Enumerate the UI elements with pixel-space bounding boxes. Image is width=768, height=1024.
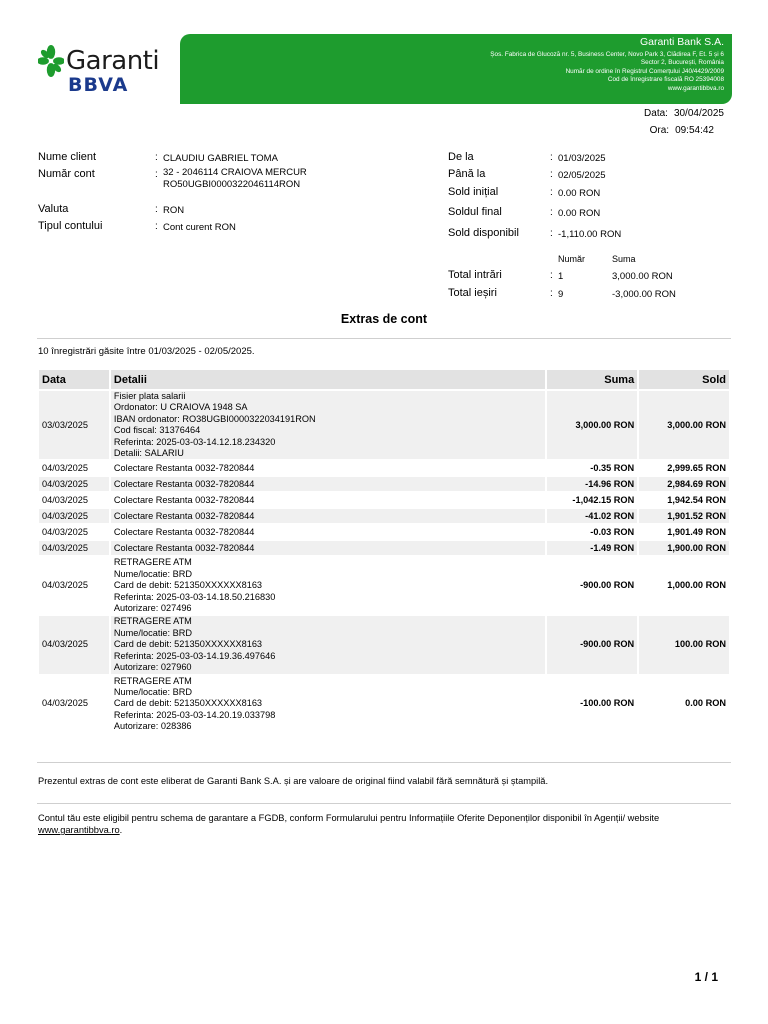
- bank-address-line1: Șos. Fabrica de Glucoză nr. 5, Business Center, Novo Park 3, Clădirea F, Et. 5 și 6: [490, 51, 724, 58]
- statement-title: Extras de cont: [340, 312, 428, 326]
- cell-amount: -100.00 RON: [547, 676, 637, 733]
- colon: :: [155, 152, 158, 163]
- bank-header-banner: [180, 34, 732, 104]
- time-value: 09:54:42: [675, 125, 714, 136]
- detail-line: Nume/locatie: BRD: [113, 568, 193, 579]
- bank-address-line2: Sector 2, București, România: [640, 59, 724, 67]
- cell-balance: 1,000.00 RON: [639, 557, 729, 614]
- detail-line: Autorizare: 027496: [113, 603, 192, 614]
- table-row: [39, 509, 729, 523]
- cell-balance: 1,900.00 RON: [639, 541, 729, 555]
- detail-line: Referinta: 2025-03-03-14.18.50.216830: [113, 591, 276, 602]
- cell-amount: 3,000.00 RON: [547, 391, 637, 459]
- column-header-balance: Sold: [639, 370, 729, 389]
- cell-date: 04/03/2025: [39, 557, 109, 614]
- cell-date: 04/03/2025: [39, 525, 109, 539]
- colon: :: [550, 187, 553, 198]
- detail-line: Colectare Restanta 0032-7820844: [113, 494, 255, 505]
- account-number-line1: 32 - 2046114 CRAIOVA MERCUR: [163, 167, 307, 178]
- client-name-value: CLAUDIU GABRIEL TOMA: [163, 153, 278, 164]
- detail-line: Ordonator: U CRAIOVA 1948 SA: [113, 402, 248, 413]
- total-in-sum: 3,000.00 RON: [612, 271, 673, 282]
- initial-balance-value: 0.00 RON: [558, 188, 601, 199]
- statement-datetime: [644, 105, 724, 139]
- detail-line: RETRAGERE ATM: [113, 675, 192, 686]
- cell-details: [111, 616, 546, 673]
- available-balance-value: -1,110.00 RON: [558, 229, 622, 240]
- table-row: [39, 477, 729, 491]
- fgdb-note-end: .: [119, 825, 123, 835]
- detail-line: Colectare Restanta 0032-7820844: [113, 526, 255, 537]
- cell-details: [111, 557, 546, 614]
- total-in-label: Total intrări: [448, 269, 502, 281]
- cell-date: 04/03/2025: [39, 541, 109, 555]
- colon: :: [550, 270, 553, 281]
- detail-line: Referinta: 2025-03-03-14.20.19.033798: [113, 709, 276, 720]
- page-number: 1 / 1: [694, 970, 718, 984]
- transactions-body: [39, 391, 729, 733]
- detail-line: RETRAGERE ATM: [113, 616, 192, 627]
- cell-date: 04/03/2025: [39, 461, 109, 475]
- currency-value: RON: [163, 205, 185, 216]
- total-out-label: Total ieșiri: [448, 287, 497, 299]
- logo-brand-text: Garanti: [66, 46, 160, 76]
- colon: :: [155, 204, 158, 215]
- account-iban: RO50UGBI0000322046114RON: [163, 179, 301, 190]
- table-row: [39, 493, 729, 507]
- cell-amount: -1.49 RON: [547, 541, 637, 555]
- total-in-count: 1: [558, 271, 564, 282]
- cell-balance: 2,984.69 RON: [639, 477, 729, 491]
- time-label: Ora:: [649, 125, 670, 136]
- cell-balance: 0.00 RON: [639, 676, 729, 733]
- cell-details: [111, 676, 546, 733]
- date-row: [644, 105, 724, 122]
- to-value: 02/05/2025: [558, 170, 606, 181]
- from-label: De la: [448, 151, 474, 163]
- detail-line: Autorizare: 028386: [113, 721, 192, 732]
- cell-balance: 100.00 RON: [639, 616, 729, 673]
- validity-note: Prezentul extras de cont este eliberat de Garanti Bank S.A. și are valoare de original fiind valabil fără semnătură și ștampilă.: [38, 776, 549, 786]
- cell-details: [111, 509, 546, 523]
- cell-date: 04/03/2025: [39, 477, 109, 491]
- cell-details: [111, 461, 546, 475]
- currency-label: Valuta: [38, 203, 69, 215]
- colon: :: [155, 221, 158, 232]
- final-balance-label: Soldul final: [448, 206, 502, 218]
- records-found-text: 10 înregistrări găsite între 01/03/2025 - 02/05/2025.: [38, 346, 255, 357]
- colon: :: [550, 288, 553, 299]
- colon: :: [155, 169, 158, 180]
- cell-balance: 3,000.00 RON: [639, 391, 729, 459]
- table-row: [39, 541, 729, 555]
- detail-line: Card de debit: 521350XXXXXX8163: [113, 580, 263, 591]
- detail-line: Colectare Restanta 0032-7820844: [113, 462, 255, 473]
- cell-date: 04/03/2025: [39, 616, 109, 673]
- cell-balance: 1,942.54 RON: [639, 493, 729, 507]
- fgdb-note: [38, 812, 732, 836]
- detail-line: Colectare Restanta 0032-7820844: [113, 478, 255, 489]
- divider: [37, 338, 731, 339]
- table-header-row: [39, 370, 729, 389]
- table-row: [39, 557, 729, 614]
- table-row: [39, 461, 729, 475]
- colon: :: [550, 228, 553, 239]
- divider: [37, 803, 731, 804]
- table-row: [39, 676, 729, 733]
- date-label: Data:: [644, 108, 668, 119]
- detail-line: Colectare Restanta 0032-7820844: [113, 542, 255, 553]
- cell-details: [111, 391, 546, 459]
- column-header-amount: Suma: [547, 370, 637, 389]
- cell-balance: 1,901.52 RON: [639, 509, 729, 523]
- garanti-clover-icon: [38, 44, 64, 78]
- cell-amount: -0.03 RON: [547, 525, 637, 539]
- detail-line: Colectare Restanta 0032-7820844: [113, 510, 255, 521]
- from-value: 01/03/2025: [558, 153, 606, 164]
- cell-amount: -0.35 RON: [547, 461, 637, 475]
- total-out-sum: -3,000.00 RON: [612, 289, 676, 300]
- detail-line: Fisier plata salarii: [113, 391, 186, 401]
- cell-amount: -14.96 RON: [547, 477, 637, 491]
- cell-details: [111, 525, 546, 539]
- detail-line: Detalii: SALARIU: [113, 448, 184, 459]
- cell-date: 03/03/2025: [39, 391, 109, 459]
- time-row: [644, 122, 714, 139]
- cell-balance: 1,901.49 RON: [639, 525, 729, 539]
- total-out-count: 9: [558, 289, 564, 300]
- transactions-table: [37, 368, 731, 735]
- table-row: [39, 391, 729, 459]
- cell-details: [111, 477, 546, 491]
- column-header-details: Detalii: [111, 370, 546, 389]
- totals-count-header: Număr: [558, 254, 586, 264]
- account-type-value: Cont curent RON: [163, 222, 236, 233]
- bank-name: Garanti Bank S.A.: [639, 36, 724, 48]
- cell-amount: -1,042.15 RON: [547, 493, 637, 507]
- bank-fiscal-code: Cod de înregistrare fiscală RO 25394008: [607, 76, 724, 84]
- detail-line: Card de debit: 521350XXXXXX8163: [113, 639, 263, 650]
- client-name-label: Nume client: [38, 151, 97, 163]
- fgdb-note-text: Contul tău este eligibil pentru schema de garantare a FGDB, conform Formularului pentru Informațiile Oferite Deponenților disponibil în Agenții/ website: [38, 813, 660, 823]
- final-balance-value: 0.00 RON: [558, 208, 601, 219]
- cell-amount: -41.02 RON: [547, 509, 637, 523]
- initial-balance-label: Sold inițial: [448, 186, 499, 198]
- cell-details: [111, 541, 546, 555]
- bank-logo: [38, 44, 168, 94]
- colon: :: [550, 207, 553, 218]
- table-row: [39, 525, 729, 539]
- table-row: [39, 616, 729, 673]
- cell-date: 04/03/2025: [39, 493, 109, 507]
- to-label: Până la: [448, 168, 486, 180]
- detail-line: Referinta: 2025-03-03-14.19.36.497646: [113, 650, 276, 661]
- cell-amount: -900.00 RON: [547, 616, 637, 673]
- detail-line: Autorizare: 027960: [113, 662, 192, 673]
- cell-date: 04/03/2025: [39, 509, 109, 523]
- logo-sub-text: BBVA: [68, 74, 129, 96]
- detail-line: Cod fiscal: 31376464: [113, 425, 201, 436]
- bank-registry: Număr de ordine în Registrul Comerțului J40/4429/2009: [565, 67, 724, 75]
- cell-details: [111, 493, 546, 507]
- account-number-label: Număr cont: [38, 168, 95, 180]
- detail-line: Referinta: 2025-03-03-14.12.18.234320: [113, 436, 276, 447]
- detail-line: RETRAGERE ATM: [113, 557, 192, 568]
- account-type-label: Tipul contului: [38, 220, 103, 232]
- cell-amount: -900.00 RON: [547, 557, 637, 614]
- detail-line: Card de debit: 521350XXXXXX8163: [113, 698, 263, 709]
- colon: :: [550, 152, 553, 163]
- available-balance-label: Sold disponibil: [448, 227, 519, 239]
- detail-line: IBAN ordonator: RO38UGBI0000322034191RON: [113, 413, 316, 424]
- bank-website: www.garantibbva.ro: [667, 84, 724, 92]
- column-header-date: Data: [39, 370, 109, 389]
- colon: :: [550, 169, 553, 180]
- cell-date: 04/03/2025: [39, 676, 109, 733]
- cell-balance: 2,999.65 RON: [639, 461, 729, 475]
- detail-line: Nume/locatie: BRD: [113, 627, 193, 638]
- website-link[interactable]: www.garantibbva.ro: [38, 825, 120, 835]
- divider: [37, 762, 731, 763]
- date-value: 30/04/2025: [673, 108, 724, 119]
- detail-line: Nume/locatie: BRD: [113, 686, 193, 697]
- totals-sum-header: Suma: [612, 254, 636, 264]
